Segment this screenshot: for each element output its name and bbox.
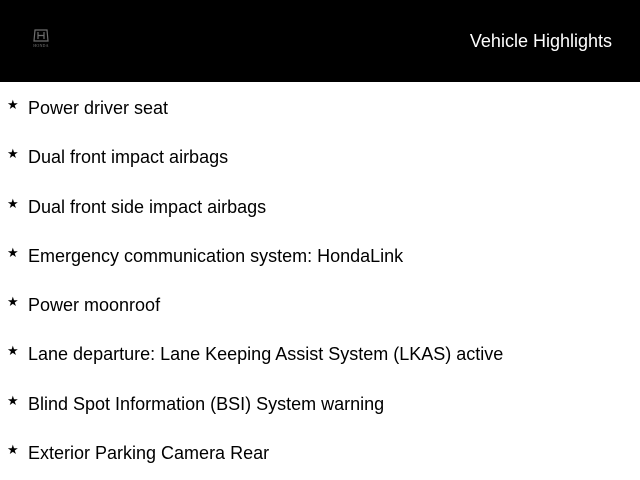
list-item [0, 131, 640, 180]
star-icon: ★ [7, 97, 19, 112]
header-bar [0, 0, 640, 82]
highlights-list [0, 82, 640, 476]
star-icon: ★ [7, 442, 19, 458]
list-item [0, 82, 640, 131]
page-title: Vehicle Highlights [469, 31, 612, 51]
highlight-text: Blind Spot Information (BSI) System warning [28, 393, 385, 414]
list-item [0, 328, 640, 377]
highlight-text: Dual front impact airbags [28, 147, 229, 168]
highlight-text: Exterior Parking Camera Rear [28, 443, 270, 464]
list-item [0, 181, 640, 230]
highlight-text: Dual front side impact airbags [28, 196, 267, 217]
star-icon: ★ [7, 244, 19, 260]
highlight-text: Power moonroof [28, 295, 161, 316]
list-item [0, 279, 640, 328]
logo-wordmark: HONDA [33, 43, 49, 48]
highlight-text: Emergency communication system: HondaLink [28, 245, 404, 266]
highlight-text: Power driver seat [28, 98, 169, 118]
star-icon: ★ [7, 343, 19, 359]
list-item [0, 378, 640, 427]
star-icon: ★ [7, 294, 19, 310]
star-icon: ★ [7, 195, 19, 211]
star-icon: ★ [7, 146, 19, 162]
star-icon: ★ [7, 392, 19, 408]
list-item [0, 230, 640, 279]
list-item [0, 427, 640, 476]
honda-logo-icon [27, 29, 55, 49]
highlight-text: Lane departure: Lane Keeping Assist System (LKAS) active [28, 344, 504, 365]
